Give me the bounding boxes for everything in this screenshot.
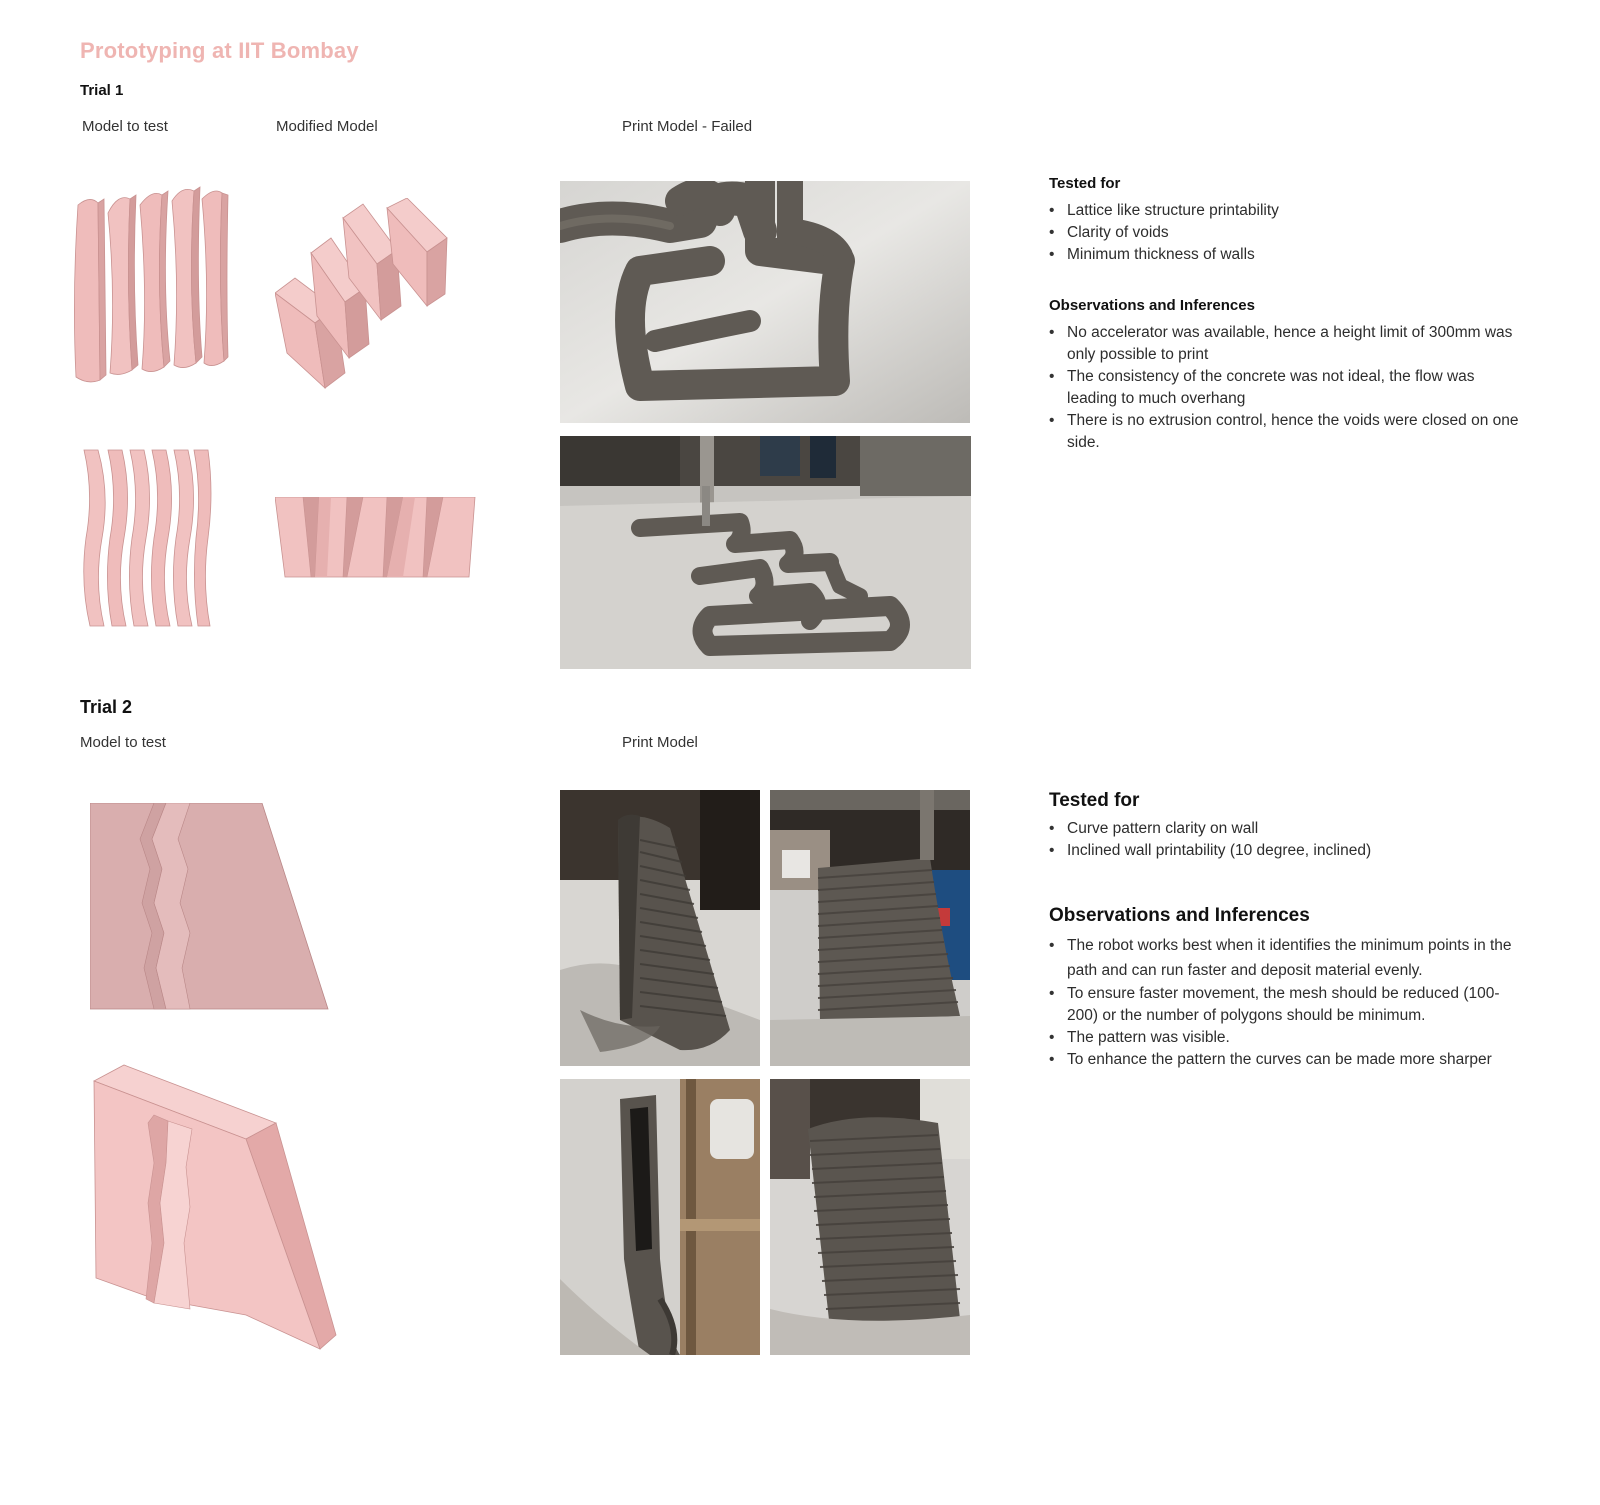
trial-1-heading: Trial 1 — [80, 82, 124, 99]
trial-2-model-to-test-label: Model to test — [80, 734, 166, 751]
trial-2-print-photo-2 — [770, 790, 970, 1066]
trial-2-tested-for-list — [1049, 818, 1519, 862]
trial-1-modified-model-isometric — [275, 198, 455, 393]
list-item: • Lattice like structure printability — [1049, 200, 1519, 222]
trial-2-print-photo-4 — [770, 1079, 970, 1355]
trial-2-print-photo-3 — [560, 1079, 760, 1355]
trial-1-tested-for-heading: Tested for — [1049, 175, 1121, 192]
trial-1-failed-print-photo-perspective — [560, 436, 971, 669]
trial-1-modified-model-elevation — [275, 497, 480, 582]
trial-1-observations-list — [1049, 322, 1519, 454]
trial-2-model-isometric — [92, 1063, 342, 1353]
list-item: • Clarity of voids — [1049, 222, 1519, 244]
trial-2-tested-for-heading: Tested for — [1049, 790, 1140, 811]
trial-1-print-model-label: Print Model - Failed — [622, 118, 753, 135]
list-item: • The consistency of the concrete was not ideal, the flow was leading to much overhang — [1049, 366, 1519, 410]
trial-1-model-to-test-label: Model to test — [82, 118, 168, 135]
list-item: • Inclined wall printability (10 degree, inclined) — [1049, 840, 1519, 862]
trial-1-tested-for-list — [1049, 200, 1519, 266]
page-title: Prototyping at IIT Bombay — [80, 38, 359, 63]
trial-2-print-photo-1 — [560, 790, 760, 1066]
trial-2-heading: Trial 2 — [80, 697, 133, 717]
trial-1-model-isometric — [70, 185, 235, 395]
trial-1-failed-print-photo-top — [560, 181, 970, 423]
trial-2-print-model-label: Print Model — [622, 734, 698, 751]
list-item: • The pattern was visible. — [1049, 1027, 1519, 1049]
list-item: • Curve pattern clarity on wall — [1049, 818, 1519, 840]
list-item: • There is no extrusion control, hence the voids were closed on one side. — [1049, 410, 1519, 454]
trial-2-model-elevation — [90, 803, 330, 1011]
trial-1-modified-model-label: Modified Model — [276, 118, 378, 135]
list-item: • The robot works best when it identifies the minimum points in the path and can run faster and deposit material evenly. — [1049, 933, 1519, 983]
trial-2-observations-list — [1049, 933, 1519, 1071]
list-item: • To ensure faster movement, the mesh should be reduced (100-200) or the number of polygons should be minimum. — [1049, 983, 1519, 1027]
list-item: • Minimum thickness of walls — [1049, 244, 1519, 266]
trial-2-observations-heading: Observations and Inferences — [1049, 905, 1310, 926]
list-item: • To enhance the pattern the curves can be made more sharper — [1049, 1049, 1519, 1071]
trial-1-observations-heading: Observations and Inferences — [1049, 297, 1255, 314]
trial-1-model-plan — [80, 448, 215, 628]
list-item: • No accelerator was available, hence a height limit of 300mm was only possible to print — [1049, 322, 1519, 366]
